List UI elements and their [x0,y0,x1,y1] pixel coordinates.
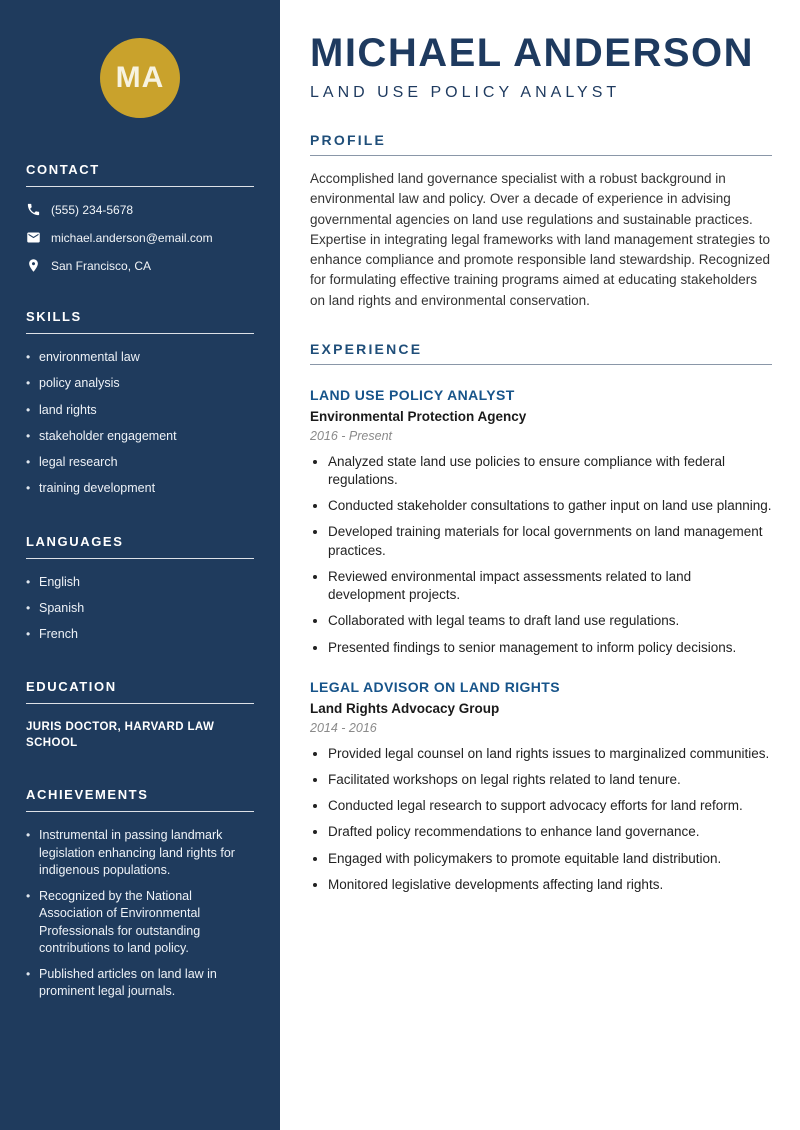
contact-section [26,162,254,273]
job-dates: 2016 - Present [310,428,392,443]
skill-item: • stakeholder engagement [26,428,254,445]
experience-heading: EXPERIENCE [310,341,772,365]
skill-item: • policy analysis [26,375,254,392]
contact-item-email [26,230,254,245]
education-heading: EDUCATION [26,679,254,704]
avatar-initials: MA [115,61,165,94]
job-bullet-list [310,453,772,657]
job-entry-2 [310,679,772,894]
job-bullet-list [310,745,772,894]
profile-text: Accomplished land governance specialist with a robust background in environmental law and policy. Over a decade of experience in advising governmental agencies on land use regulations and sustainable practices. Expertise in integrating legal frameworks with land management strategies to enhance compliance and promote responsible land stewardship. Recognized for formulating effective training programs aimed at educating stakeholders on land rights and environmental conservation. [310,171,771,308]
email-icon [26,230,41,245]
languages-list [26,574,254,644]
job-title: LAND USE POLICY ANALYST [310,386,515,403]
skill-item: • environmental law [26,349,254,366]
job-entry-1 [310,387,772,657]
languages-heading: LANGUAGES [26,534,254,559]
job-company: Land Rights Advocacy Group [310,700,500,716]
achievements-list [26,827,254,1000]
education-section [26,679,254,751]
location-text: San Francisco, CA [51,258,152,273]
education-degree: JURIS DOCTOR, HARVARD LAW SCHOOL [26,721,215,750]
job-bullet: • Reviewed environmental impact assessments related to land development projects. [328,568,772,604]
job-title: LEGAL ADVISOR ON LAND RIGHTS [310,678,560,695]
skills-heading: SKILLS [26,309,254,334]
main-content [280,0,800,1130]
candidate-title: LAND USE POLICY ANALYST [310,84,621,101]
contact-heading: CONTACT [26,162,254,187]
language-item: • Spanish [26,600,254,617]
job-bullet: • Drafted policy recommendations to enhance land governance. [328,823,772,841]
contact-item-location [26,258,254,273]
job-bullet: • Facilitated workshops on legal rights related to land tenure. [328,771,772,789]
job-company: Environmental Protection Agency [310,408,527,424]
job-bullet: • Collaborated with legal teams to draft land use regulations. [328,612,772,630]
skill-item: • legal research [26,454,254,471]
phone-number: (555) 234-5678 [51,202,134,217]
skill-item: • training development [26,480,254,497]
email-address: michael.anderson@email.com [51,230,213,245]
avatar [100,38,180,118]
job-bullet: • Presented findings to senior management to inform policy decisions. [328,639,772,657]
candidate-name: MICHAEL ANDERSON [310,31,755,75]
skill-item: • land rights [26,402,254,419]
location-icon [26,258,41,273]
job-bullet: • Conducted stakeholder consultations to gather input on land use planning. [328,497,772,515]
job-bullet: • Monitored legislative developments affecting land rights. [328,876,772,894]
contact-item-phone [26,202,254,217]
achievement-item: • Instrumental in passing landmark legislation enhancing land rights for indigenous populations. [26,827,254,879]
skills-section [26,309,254,498]
job-bullet: • Provided legal counsel on land rights issues to marginalized communities. [328,745,772,763]
sidebar [0,0,280,1130]
job-bullet: • Engaged with policymakers to promote equitable land distribution. [328,850,772,868]
job-bullet: • Developed training materials for local governments on land management practices. [328,523,772,559]
achievements-heading: ACHIEVEMENTS [26,787,254,812]
language-item: • English [26,574,254,591]
job-bullet: • Conducted legal research to support advocacy efforts for land reform. [328,797,772,815]
achievement-item: • Recognized by the National Association of Environmental Professionals for outstanding contributions to land policy. [26,888,254,957]
skills-list [26,349,254,498]
languages-section [26,534,254,644]
achievements-section [26,787,254,1000]
profile-heading: PROFILE [310,132,772,156]
language-item: • French [26,626,254,643]
achievement-item: • Published articles on land law in prominent legal journals. [26,966,254,1001]
phone-icon [26,202,41,217]
job-dates: 2014 - 2016 [310,720,377,735]
job-bullet: • Analyzed state land use policies to ensure compliance with federal regulations. [328,453,772,489]
